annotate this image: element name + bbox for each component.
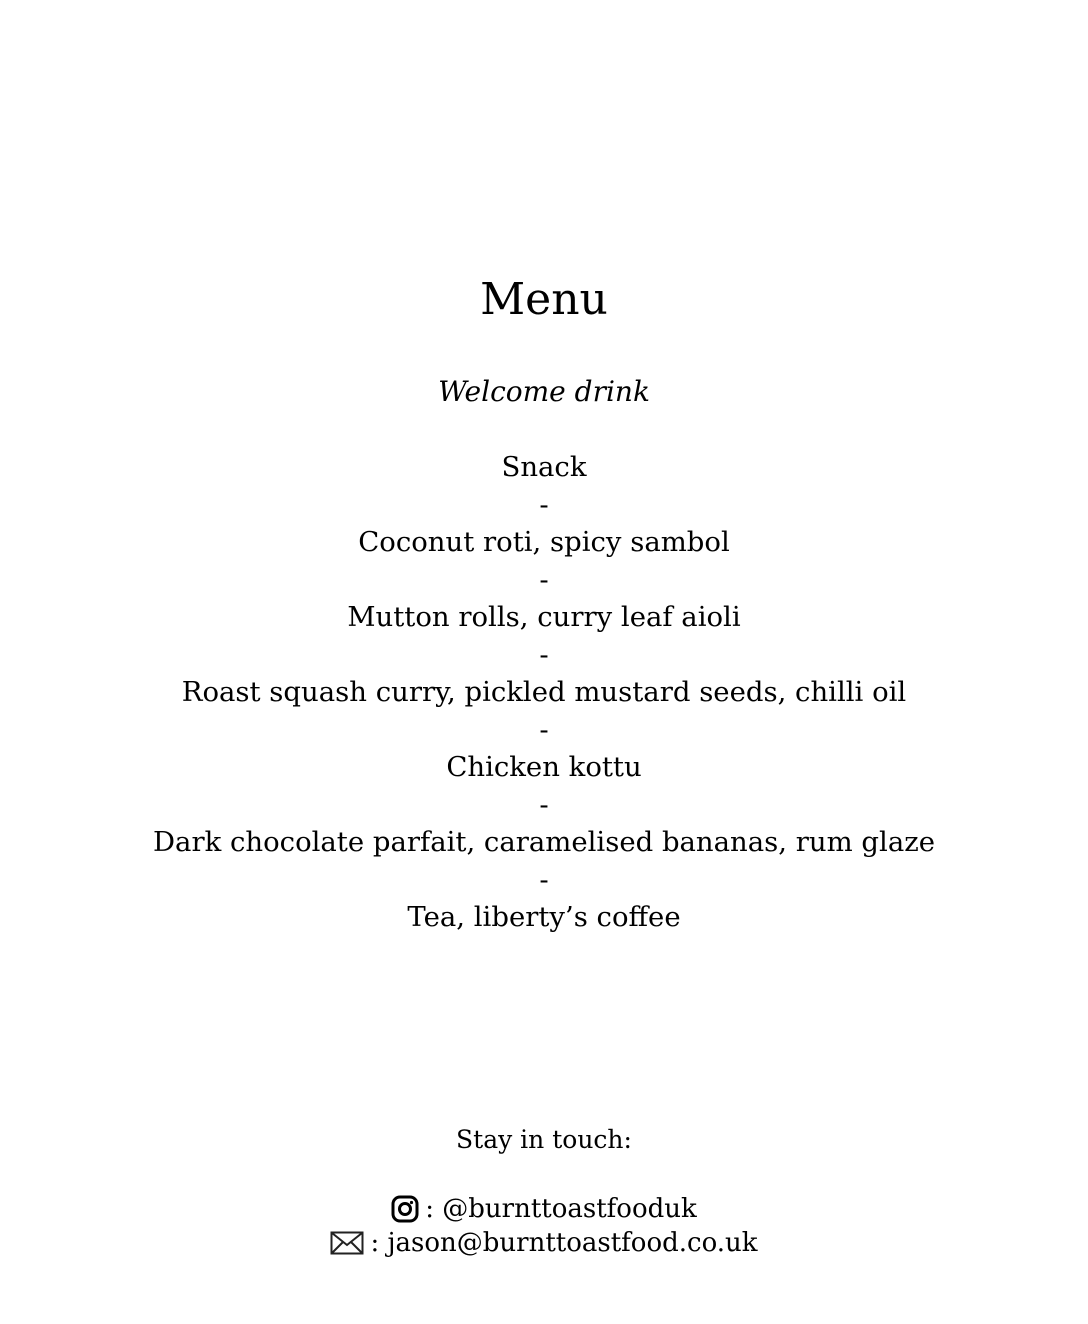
menu-item: Roast squash curry, pickled mustard seeds, chilli oil (181, 676, 907, 708)
menu-item: Dark chocolate parfait, caramelised bananas, rum glaze (153, 826, 935, 858)
separator: - (539, 788, 549, 821)
separator: - (539, 563, 549, 596)
separator: - (539, 863, 549, 896)
instagram-icon (391, 1195, 419, 1223)
menu-items (0, 449, 1088, 937)
menu-item: Snack (501, 451, 587, 483)
email-address: : jason@burnttoastfood.co.uk (370, 1228, 758, 1258)
menu-item: Mutton rolls, curry leaf aioli (347, 601, 741, 633)
menu-item: Coconut roti, spicy sambol (358, 526, 730, 558)
stay-in-touch-heading: Stay in touch: (456, 1125, 632, 1154)
menu-item: Tea, liberty’s coffee (407, 901, 681, 933)
email-contact (0, 1226, 1088, 1260)
instagram-handle: : @burnttoastfooduk (425, 1194, 697, 1224)
envelope-icon (330, 1231, 364, 1255)
welcome-drink: Welcome drink (438, 375, 650, 408)
menu-title: Menu (480, 274, 608, 325)
separator: - (539, 713, 549, 746)
instagram-contact (0, 1192, 1088, 1226)
separator: - (539, 638, 549, 671)
menu-item: Chicken kottu (446, 751, 642, 783)
separator: - (539, 488, 549, 521)
